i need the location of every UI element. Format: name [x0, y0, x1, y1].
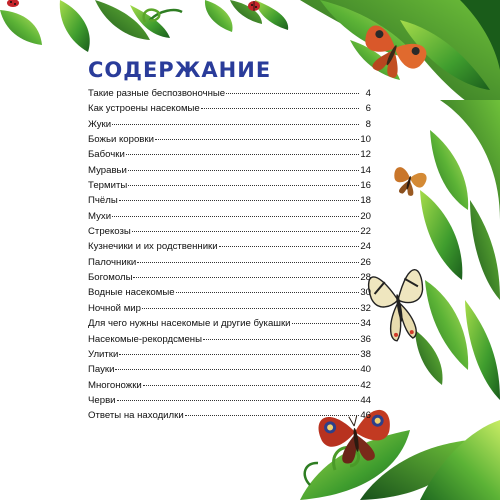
toc-entry-label: Улитки — [88, 348, 119, 360]
dot-leader — [226, 92, 359, 94]
toc-entry-page-number: 34 — [360, 318, 371, 330]
toc-entry[interactable] — [88, 316, 371, 331]
toc-entry-page-number: 24 — [360, 241, 371, 253]
toc-entry-page-number: 18 — [360, 195, 371, 207]
dot-leader — [119, 353, 359, 355]
toc-entry[interactable] — [88, 132, 371, 147]
page-title: СОДЕРЖАНИЕ — [88, 58, 272, 82]
toc-entry[interactable] — [88, 270, 371, 285]
toc-entry[interactable] — [88, 255, 371, 270]
toc-entry-label: Пчёлы — [88, 195, 118, 207]
toc-entry[interactable] — [88, 285, 371, 300]
toc-entry-page-number: 40 — [360, 364, 371, 376]
toc-entry[interactable] — [88, 117, 371, 132]
toc-entry-page-number: 46 — [360, 410, 371, 422]
toc-entry[interactable] — [88, 224, 371, 239]
dot-leader — [128, 169, 359, 171]
toc-entry-page-number: 6 — [365, 103, 371, 115]
toc-entry-page-number: 8 — [365, 118, 371, 130]
toc-entry-label: Бабочки — [88, 149, 125, 161]
toc-entry-page-number: 32 — [360, 302, 371, 314]
dot-leader — [185, 414, 359, 416]
dot-leader — [143, 384, 359, 386]
toc-entry-page-number: 26 — [360, 256, 371, 268]
toc-entry-label: Богомолы — [88, 272, 133, 284]
dot-leader — [292, 322, 359, 324]
toc-entry[interactable] — [88, 239, 371, 254]
dot-leader — [112, 123, 359, 125]
toc-entry-page-number: 12 — [360, 149, 371, 161]
toc-entry-page-number: 22 — [360, 226, 371, 238]
toc-entry-label: Водные насекомые — [88, 287, 175, 299]
toc-entry[interactable] — [88, 301, 371, 316]
toc-entry-page-number: 38 — [360, 348, 371, 360]
toc-entry-page-number: 44 — [360, 394, 371, 406]
toc-entry-label: Для чего нужны насекомые и другие букашки — [88, 318, 291, 330]
toc-entry-label: Ответы на находилки — [88, 410, 184, 422]
toc-entry-page-number: 36 — [360, 333, 371, 345]
toc-entry-label: Как устроены насекомые — [88, 103, 200, 115]
toc-entry-label: Божьи коровки — [88, 134, 154, 146]
toc-entry[interactable] — [88, 147, 371, 162]
toc-entry[interactable] — [88, 193, 371, 208]
dot-leader — [112, 215, 359, 217]
toc-entry-page-number: 14 — [360, 164, 371, 176]
toc-entry-page-number: 30 — [360, 287, 371, 299]
toc-entry-label: Ночной мир — [88, 302, 141, 314]
toc-entry[interactable] — [88, 209, 371, 224]
dot-leader — [133, 276, 359, 278]
toc-entry[interactable] — [88, 86, 371, 101]
toc-entry-label: Кузнечики и их родственники — [88, 241, 218, 253]
dot-leader — [126, 153, 359, 155]
dot-leader — [137, 261, 359, 263]
toc-entry[interactable] — [88, 163, 371, 178]
toc-entry[interactable] — [88, 393, 371, 408]
toc-entry-label: Мухи — [88, 210, 112, 222]
toc-entry-page-number: 20 — [360, 210, 371, 222]
dot-leader — [115, 368, 359, 370]
dot-leader — [132, 230, 359, 232]
toc-entry[interactable] — [88, 101, 371, 116]
dot-leader — [219, 245, 359, 247]
toc-entry[interactable] — [88, 332, 371, 347]
toc-entry-page-number: 16 — [360, 180, 371, 192]
dot-leader — [117, 399, 359, 401]
toc-entry-page-number: 4 — [365, 88, 371, 99]
toc-entry-page-number: 42 — [360, 379, 371, 391]
toc-entry[interactable] — [88, 378, 371, 393]
toc-entry-label: Муравьи — [88, 164, 127, 176]
dot-leader — [119, 199, 359, 201]
dot-leader — [203, 338, 359, 340]
toc-entry[interactable] — [88, 347, 371, 362]
dot-leader — [155, 138, 359, 140]
toc-entry-label: Палочники — [88, 256, 137, 268]
table-of-contents — [88, 86, 371, 424]
toc-entry-label: Насекомые-рекордсмены — [88, 333, 203, 345]
dot-leader — [142, 307, 359, 309]
toc-entry-page-number: 28 — [360, 272, 371, 284]
toc-entry-label: Многоножки — [88, 379, 142, 391]
toc-entry[interactable] — [88, 362, 371, 377]
toc-entry[interactable] — [88, 408, 371, 423]
toc-entry-label: Пауки — [88, 364, 115, 376]
toc-entry-label: Жуки — [88, 118, 112, 130]
toc-entry-label: Стрекозы — [88, 226, 131, 238]
dot-leader — [201, 107, 359, 109]
toc-entry[interactable] — [88, 178, 371, 193]
toc-entry-page-number: 10 — [360, 134, 371, 146]
toc-entry-label: Термиты — [88, 180, 128, 192]
toc-entry-label: Черви — [88, 394, 116, 406]
dot-leader — [128, 184, 359, 186]
toc-entry-label: Такие разные беспозвоночные — [88, 88, 226, 99]
dot-leader — [176, 291, 359, 293]
